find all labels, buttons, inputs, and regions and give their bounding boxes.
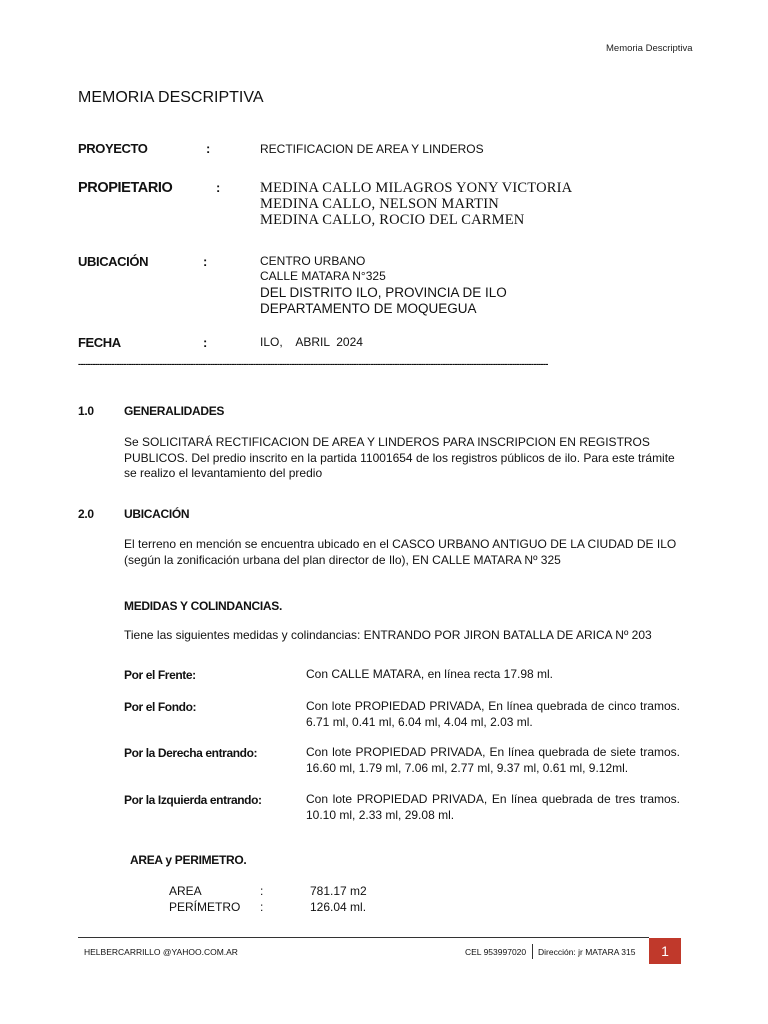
project-label: PROYECTO (78, 141, 148, 156)
page-title: MEMORIA DESCRIPTIVA (78, 89, 264, 106)
running-header: Memoria Descriptiva (606, 43, 693, 54)
page-number-badge (649, 938, 681, 964)
location-line-4: DEPARTAMENTO DE MOQUEGUA (260, 301, 477, 316)
area-colon: : (260, 884, 264, 898)
boundary-right-text: Con lote PROPIEDAD PRIVADA, En línea quebrada de siete tramos. 16.60 ml, 1.79 ml, 7.06 ml, 2.77 ml, 9.37 ml, 0.61 ml, 9.12ml. (306, 745, 680, 775)
boundary-back-label: Por el Fondo: (124, 700, 197, 714)
section-2-number: 2.0 (78, 507, 94, 521)
footer-rule (78, 937, 649, 938)
boundary-right-label: Por la Derecha entrando: (124, 746, 258, 760)
page-number: 1 (661, 943, 669, 959)
section-1-title: GENERALIDADES (124, 404, 225, 418)
location-line-3: DEL DISTRITO ILO, PROVINCIA DE ILO (260, 285, 507, 300)
section-1-text: Se SOLICITARÁ RECTIFICACION DE AREA Y LINDEROS PARA INSCRIPCION EN REGISTROS PUBLICOS. Del predio inscrito en la partida 11001654 de los registros públicos de ilo. Para este trámite se realizo el levantamiento del predio (124, 435, 675, 480)
location-line-1: CENTRO URBANO (260, 254, 366, 268)
boundary-left-text: Con lote PROPIEDAD PRIVADA, En línea quebrada de tres tramos. 10.10 ml, 2.33 ml, 29.08 ml. (306, 792, 680, 822)
boundary-front-label: Por el Frente: (124, 668, 196, 682)
area-label: AREA (169, 884, 202, 898)
owner-label: PROPIETARIO (78, 180, 173, 196)
section-1-number: 1.0 (78, 404, 94, 418)
owner-name-3: MEDINA CALLO, ROCIO DEL CARMEN (260, 212, 525, 228)
section-2-title: UBICACIÓN (124, 507, 190, 521)
boundary-front-text: Con CALLE MATARA, en línea recta 17.98 ml. (306, 667, 554, 681)
footer-email: HELBERCARRILLO @YAHOO.COM.AR (84, 947, 238, 957)
perimeter-value: 126.04 ml. (310, 900, 367, 914)
location-colon: : (203, 254, 208, 269)
owner-name-2: MEDINA CALLO, NELSON MARTIN (260, 196, 499, 212)
owner-colon: : (216, 180, 221, 195)
footer-address: Dirección: jr MATARA 315 (538, 947, 636, 957)
project-colon: : (206, 141, 211, 156)
boundary-left-label: Por la Izquierda entrando: (124, 793, 262, 807)
boundary-back-text: Con lote PROPIEDAD PRIVADA, En línea quebrada de cinco tramos. 6.71 ml, 0.41 ml, 6.04 ml, 4.04 ml, 2.03 ml. (306, 699, 680, 729)
perimeter-label: PERÍMETRO (169, 900, 241, 914)
date-label: FECHA (78, 335, 121, 350)
location-line-2: CALLE MATARA N°325 (260, 269, 386, 283)
project-value: RECTIFICACION DE AREA Y LINDEROS (260, 142, 484, 156)
date-colon: : (203, 335, 208, 350)
area-perimeter-title: AREA y PERIMETRO. (130, 853, 247, 867)
measures-title: MEDIDAS Y COLINDANCIAS. (124, 599, 283, 613)
location-label: UBICACIÓN (78, 254, 149, 269)
section-2-text: El terreno en mención se encuentra ubicado en el CASCO URBANO ANTIGUO DE LA CIUDAD DE ILO (según la zonificación urbana del plan director de Ilo), EN CALLE MATARA Nº 325 (124, 537, 677, 567)
perimeter-colon: : (260, 900, 264, 914)
footer-phone: CEL 953997020 (465, 947, 527, 957)
area-value: 781.17 m2 (310, 884, 367, 898)
dashed-separator: ---------------------------------------------------------------------------------------------------------------------------------------------------------------------------------------------------- (78, 359, 548, 369)
owner-name-1: MEDINA CALLO MILAGROS YONY VICTORIA (260, 180, 573, 196)
date-value: ILO, ABRIL 2024 (260, 335, 363, 349)
footer-divider (532, 944, 533, 959)
measures-intro: Tiene las siguientes medidas y colindancias: ENTRANDO POR JIRON BATALLA DE ARICA Nº 203 (124, 628, 652, 642)
